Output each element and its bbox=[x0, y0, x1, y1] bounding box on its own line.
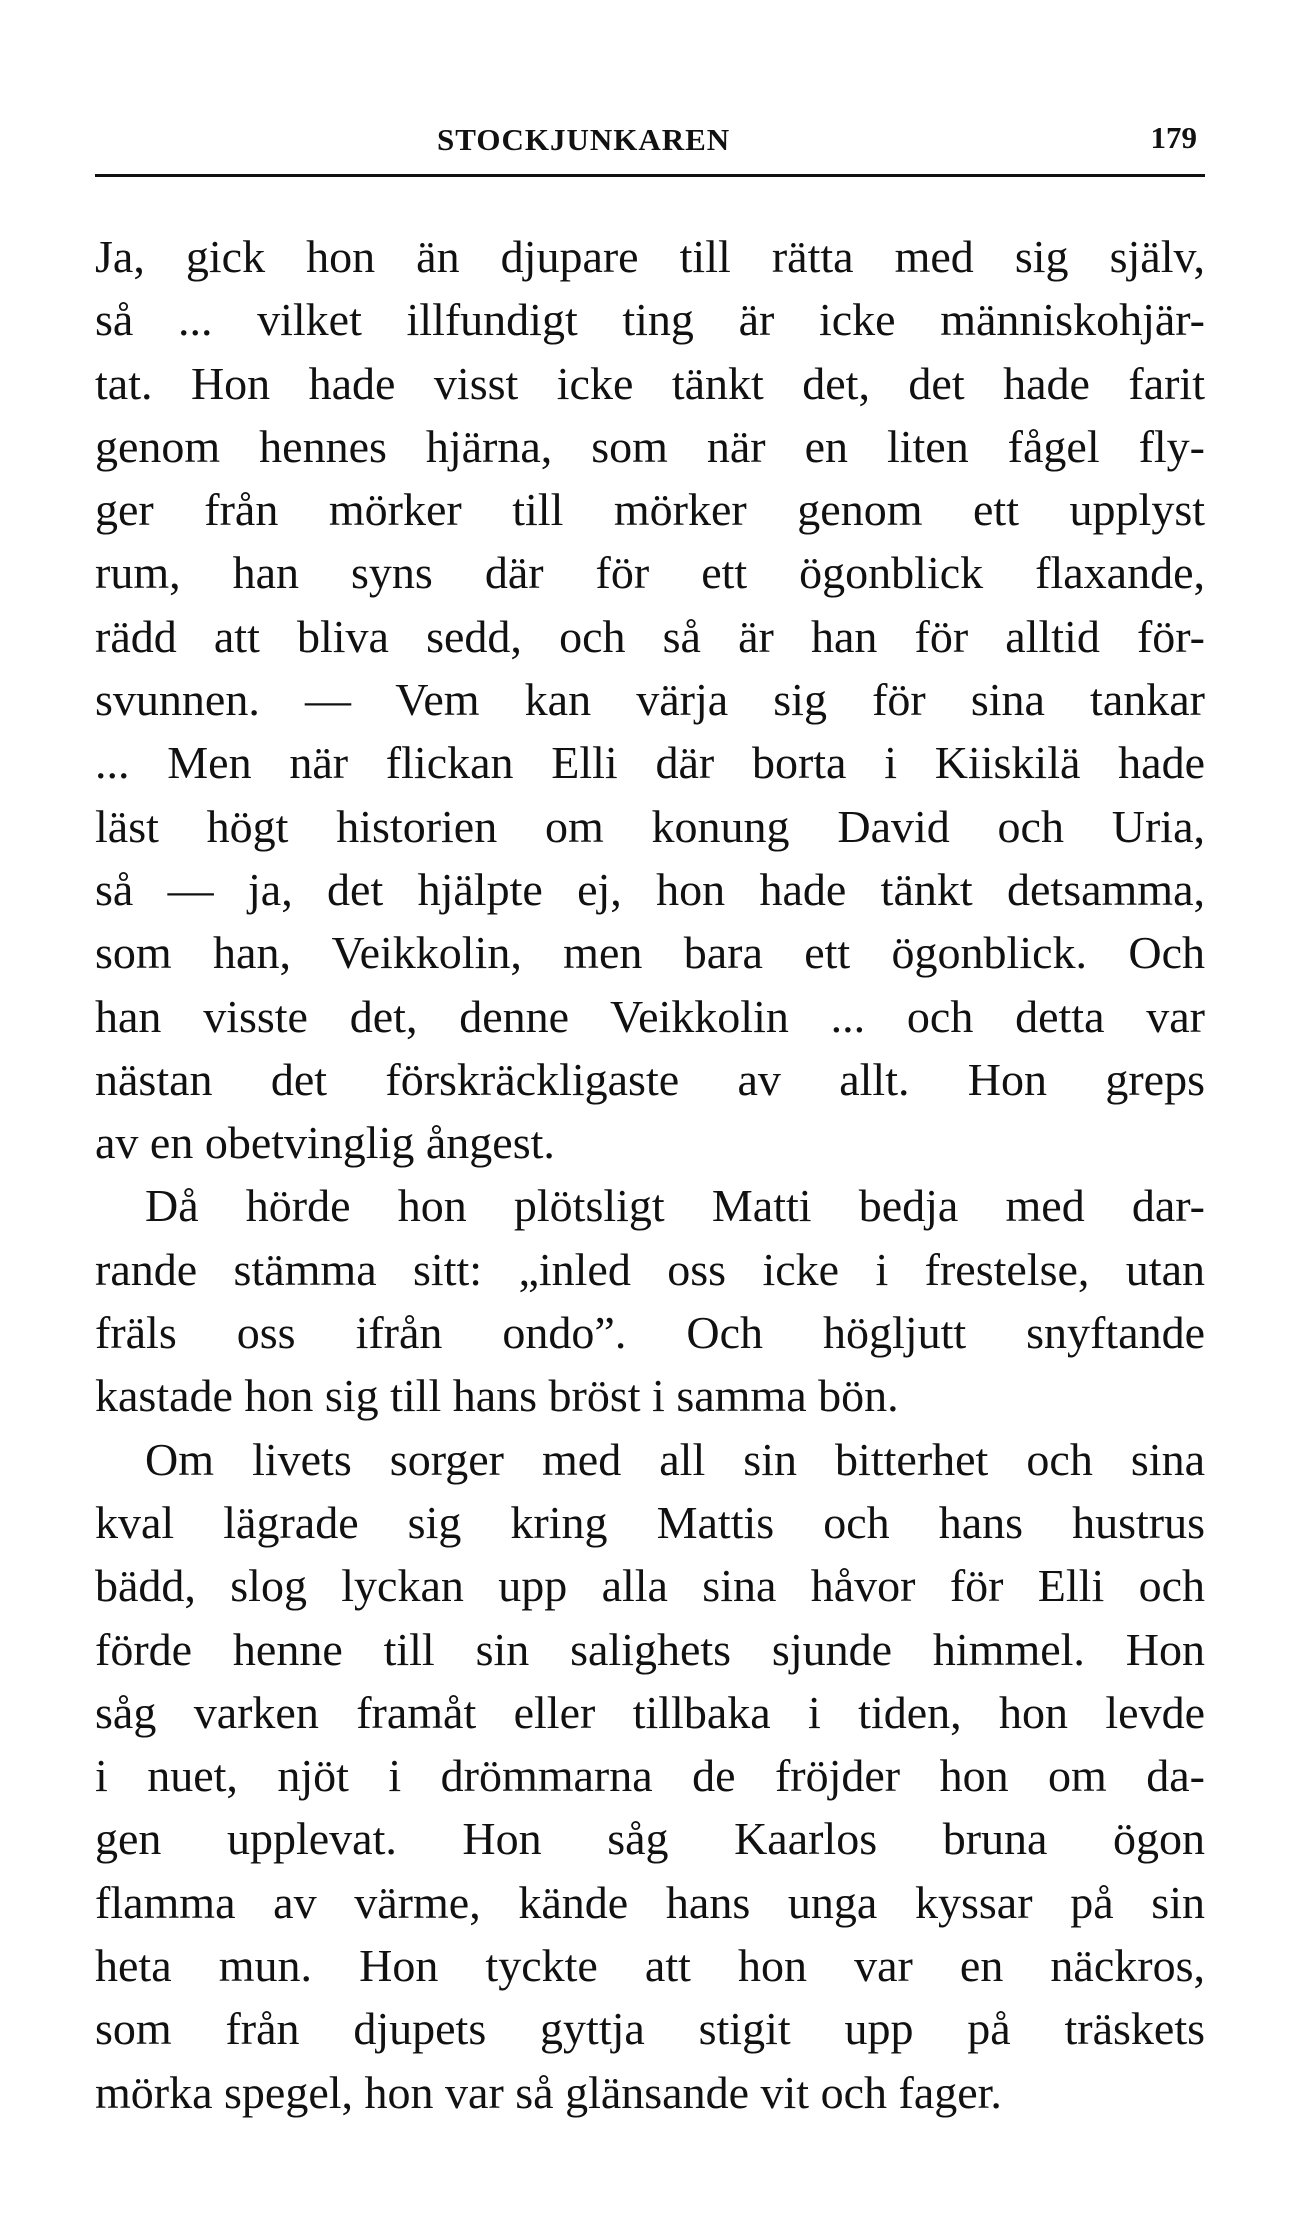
text-line: mörka spegel, hon var så glänsande vit och fager. bbox=[95, 2066, 1002, 2118]
text-line: genom hennes hjärna, som när en liten fågel fly- bbox=[95, 420, 1205, 472]
text-line: svunnen. — Vem kan värja sig för sina tankar bbox=[95, 674, 1205, 726]
text-line: rädd att bliva sedd, och så är han för alltid för- bbox=[95, 610, 1205, 662]
text-line: rande stämma sitt: „inled oss icke i frestelse, utan bbox=[95, 1243, 1205, 1295]
text-line: nästan det förskräckligaste av allt. Hon greps bbox=[95, 1053, 1205, 1105]
text-line: gen upplevat. Hon såg Kaarlos bruna ögon bbox=[95, 1813, 1205, 1865]
page-number: 179 bbox=[1150, 120, 1197, 155]
text-line: flamma av värme, kände hans unga kyssar på sin bbox=[95, 1876, 1205, 1928]
text-line: förde henne till sin salighets sjunde himmel. Hon bbox=[95, 1623, 1205, 1675]
text-line: så — ja, det hjälpte ej, hon hade tänkt detsamma, bbox=[95, 863, 1205, 915]
text-line: rum, han syns där för ett ögonblick flaxande, bbox=[95, 547, 1205, 599]
text-line: kastade hon sig till hans bröst i samma bön. bbox=[95, 1370, 899, 1422]
body-text bbox=[95, 225, 1205, 2124]
text-line: fräls oss ifrån ondo”. Och högljutt snyftande bbox=[95, 1307, 1205, 1359]
text-line: som från djupets gyttja stigit upp på träskets bbox=[95, 2003, 1205, 2055]
text-line: i nuet, njöt i drömmarna de fröjder hon om da- bbox=[95, 1750, 1205, 1802]
text-line: bädd, slog lyckan upp alla sina håvor för Elli och bbox=[95, 1560, 1205, 1612]
page-header bbox=[95, 118, 1205, 177]
text-line: Då hörde hon plötsligt Matti bedja med dar- bbox=[145, 1180, 1205, 1232]
text-line: kval lägrade sig kring Mattis och hans hustrus bbox=[95, 1496, 1205, 1548]
text-line: Om livets sorger med all sin bitterhet och sina bbox=[145, 1433, 1205, 1485]
text-line: han visste det, denne Veikkolin ... och detta var bbox=[95, 990, 1205, 1042]
text-line: såg varken framåt eller tillbaka i tiden, hon levde bbox=[95, 1686, 1205, 1738]
running-title: STOCKJUNKAREN bbox=[437, 122, 731, 157]
text-line: ... Men när flickan Elli där borta i Kiiskilä hade bbox=[95, 737, 1205, 789]
text-line: ger från mörker till mörker genom ett upplyst bbox=[95, 484, 1205, 536]
text-line: som han, Veikkolin, men bara ett ögonblick. Och bbox=[95, 927, 1205, 979]
text-line: tat. Hon hade visst icke tänkt det, det hade farit bbox=[95, 357, 1205, 409]
text-line: av en obetvinglig ångest. bbox=[95, 1117, 555, 1169]
text-line: Ja, gick hon än djupare till rätta med sig själv, bbox=[95, 231, 1205, 282]
text-line: heta mun. Hon tyckte att hon var en näckros, bbox=[95, 1940, 1205, 1992]
text-line: läst högt historien om konung David och Uria, bbox=[95, 800, 1205, 852]
text-line: så ... vilket illfundigt ting är icke människohjär- bbox=[95, 294, 1205, 346]
